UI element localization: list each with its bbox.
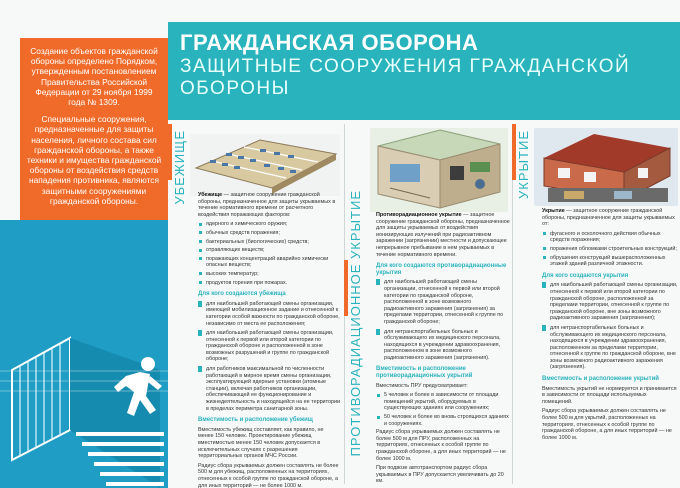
list-item: обрушения конструкций вышерасположенных этажей зданий различной этажности. [542,255,678,268]
section-heading: Вместимость и расположение укрытий [542,376,659,383]
list-item: ядерного и химического оружия; [198,221,340,228]
list-item: фугасного и осколочного действия обычных средств поражения; [542,231,678,244]
section-heading: Для кого создаются противорадиационные укрытия [376,263,507,276]
section-heading: Для кого создаются убежища [198,291,286,298]
shelter-plan-illustration [190,134,340,196]
paragraph: Вместимость убежищ составляет, как правило, не менее 150 человек. Проектирование убежищ вместимостью менее 150 человек допускается в исключительных случаях с разрешения территориальных органов МЧС России. [198,426,324,460]
column-cover [512,120,680,488]
list-item: поражения обломками строительных конструкций; [542,246,678,253]
paragraph: Радиус сбора укрываемых должен составлять не более 500 м для укрытий, расположенных на территориях, отнесенных к особой группе по гражданской обороне, а для иных территорий — не более 1000 м. [542,408,672,441]
radiation-shelter-definition: Противорадиационное укрытие — защитное сооружение гражданской обороны, предназначенное для защиты укрываемых от воздействия ионизирующих излучений при радиоактивном заражении (загрязнении) местности и допускающее непрерывное пребывание в нем укрываемых в течение нормативного времени. [376,212,510,258]
cover-definition: Укрытие — защитное сооружение гражданской обороны, предназначенное для защиты укрываемых от: [542,208,675,228]
shelter-entrance-icon [0,220,168,488]
list-item: поражающих концентраций аварийно химически опасных веществ; [198,256,340,269]
paragraph: Радиус сбора укрываемых должен составлять не более 500 м для ПРУ, расположенных на территориях, отнесенных к особой группе по гражданской обороне, а для иных территорий — не более 1000 м. [376,429,506,462]
list-item: для наибольшей работающей смены организации, имеющей мобилизационное задание и отнесенной к категории особой важности по гражданской обороне, независимо от места ее расположения; [198,301,340,327]
section-label-cover: УКРЫТИЕ [516,130,531,199]
list-item: для наибольшей работающей смены организации, отнесенной к первой или второй категории по гражданской обороне, расположенной в зоне возможного радиоактивного заражения (загрязнения) за пределами территории, отнесенной к группе по гражданской обороне; [376,279,510,325]
header-banner [168,22,680,120]
section-label-shelter: УБЕЖИЩЕ [172,130,187,205]
shelter-definition: Убежище — защитное сооружение гражданской обороны, предназначенное для защиты укрываемых в течение нормативного времени от расчетного воздействия поражающих факторов: [198,192,336,218]
list-item: отравляющих веществ; [198,247,340,254]
section-label-radiation-shelter: ПРОТИВОРАДИАЦИОННОЕ УКРЫТИЕ [348,190,363,457]
list-item: для наибольшей работающей смены организации, отнесенной к первой или второй категории по гражданской обороне, расположенной за пределами территории, отнесенной к группе по гражданской обороне, вне зоны возможного радиоактивного заражения (загрязнения); [542,282,678,322]
intro-paragraph-2: Специальные сооружения, предназначенные для защиты населения, личного состава сил гражданской обороны, а также техники и имущества гражданской обороны от воздействия средств нападения противника, являются защитными сооружениями гражданской обороны. [26,114,162,206]
list-item: для нетранспортабельных больных и обслуживающего их медицинского персонала, находящихся в учреждении здравоохранения, расположенном за пределами территории, отнесенной к группе по гражданской обороне, вне зоны возможного радиоактивного заражения (загрязнения). [542,325,678,371]
list-item: для работников максимальной по численности работающей в мирное время смены организации, эксплуатирующей ядерные установки (атомные станции), включая работников организации, обеспечивающей ее функционирование и жизнедеятельность и находящейся на ее территории в пределах периметра санитарной зоны. [198,366,340,412]
paragraph: Вместимость ПРУ предусматривает: [376,382,468,389]
list-item: 5 человек и более в зависимости от площади помещений укрытий, оборудуемых в существующих зданиях или сооружениях; [376,392,510,412]
page-title: ГРАЖДАНСКАЯ ОБОРОНА [180,30,479,55]
page-subtitle: ЗАЩИТНЫЕ СООРУЖЕНИЯ ГРАЖДАНСКОЙ ОБОРОНЫ [180,56,631,99]
house-cover-illustration [534,128,678,206]
list-item: высоких температур; [198,271,340,278]
section-heading: Для кого создаются укрытия [542,272,629,279]
section-heading: Вместимость и расположение убежищ [198,417,313,424]
list-item: для наибольшей работающей смены организации, отнесенной к первой или второй категории по гражданской обороне и расположенной в зоне возможных разрушений и группе по гражданской обороне; [198,330,340,363]
list-item: обычных средств поражения; [198,230,340,237]
list-item: продуктов горения при пожарах. [198,280,340,287]
intro-box [20,38,168,220]
basement-shelter-illustration [370,128,508,212]
list-item: бактериальных (биологических) средств; [198,239,340,246]
list-item: 50 человек и более во вновь строящихся зданиях и сооружениях. [376,414,510,427]
section-heading: Вместимость и расположение противорадиационных укрытий [376,366,473,380]
paragraph: Вместимость укрытий не нормируется и принимается в зависимости от площади используемых помещений. [542,385,677,405]
paragraph: При подвозе автотранспортом радиус сбора укрываемых в ПРУ допускается увеличивать до 20 км. [376,465,504,485]
column-shelter [168,120,344,488]
column-radiation-shelter [344,120,512,488]
paragraph: Радиус сбора укрываемых должен составлять не более 500 м для убежищ, расположенных на территориях, отнесенных к особой группе по гражданской обороне, а для иных территорий — не более 1000 м. [198,462,339,488]
evacuation-illustration [0,220,168,488]
intro-paragraph-1: Создание объектов гражданской обороны определено Порядком, утвержденным постановлением Правительства Российской Федерации от 29 ноября 1999 года № 1309. [30,46,158,108]
list-item: для нетранспортабельных больных и обслуживающего их медицинского персонала, находящихся в учреждении здравоохранения, расположенном в зоне возможного радиоактивного заражения (загрязнения). [376,329,510,362]
